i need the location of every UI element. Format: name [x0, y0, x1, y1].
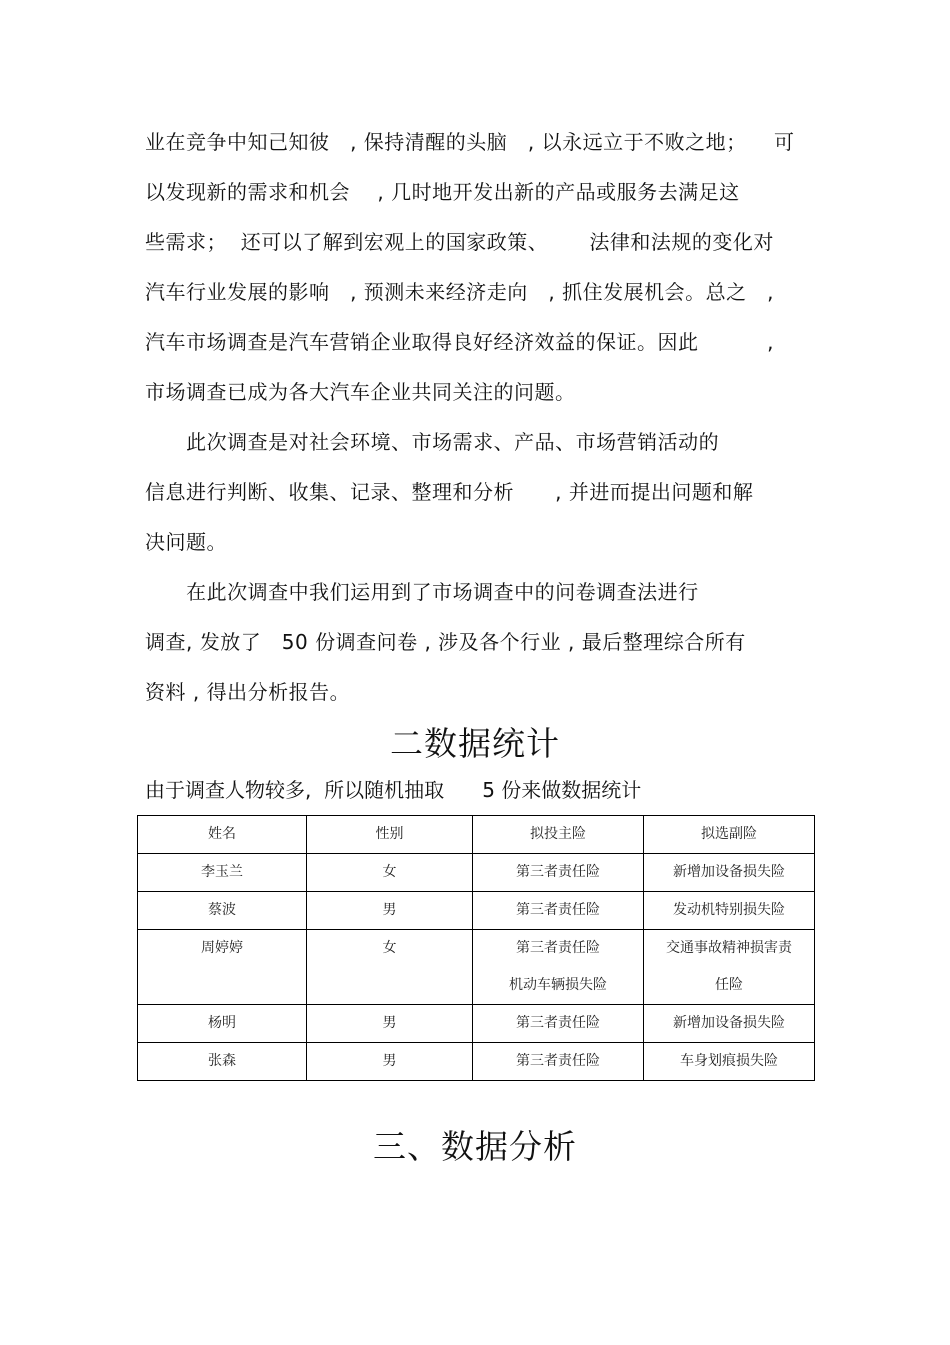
section-heading-statistics: 二数据统计	[390, 724, 560, 763]
table-row	[138, 1005, 815, 1043]
header-gender: 性别	[307, 816, 473, 854]
paragraph-line: 些需求； 还可以了解到宏观上的国家政策、 法律和法规的变化对	[145, 230, 774, 254]
cell-gender: 男	[307, 1005, 473, 1043]
paragraph-line: 此次调查是对社会环境、市场需求、产品、市场营销活动的	[145, 430, 720, 454]
cell-main-insurance: 第三者责任险	[473, 854, 644, 892]
sub-insurance-line: 任险	[715, 977, 743, 993]
sub-insurance-line: 交通事故精神损害责	[666, 940, 792, 956]
cell-sub-insurance: 新增加设备损失险	[644, 854, 815, 892]
header-name: 姓名	[138, 816, 307, 854]
cell-main-insurance: 第三者责任险	[473, 892, 644, 930]
paragraph-line: 在此次调查中我们运用到了市场调查中的问卷调查法进行	[145, 580, 699, 604]
header-main-insurance: 拟投主险	[473, 816, 644, 854]
paragraph-line: 市场调查已成为各大汽车企业共同关注的问题。	[145, 380, 576, 404]
cell-sub-insurance: 车身划痕损失险	[644, 1043, 815, 1081]
cell-gender: 男	[307, 1043, 473, 1081]
cell-sub-insurance	[644, 930, 815, 1005]
cell-name: 蔡波	[138, 892, 307, 930]
main-insurance-line: 机动车辆损失险	[509, 977, 607, 993]
paragraph-line: 决问题。	[145, 530, 227, 554]
cell-name: 李玉兰	[138, 854, 307, 892]
paragraph-line: 调查, 发放了 50 份调查问卷 , 涉及各个行业 , 最后整理综合所有	[145, 630, 746, 654]
table-row	[138, 892, 815, 930]
section-heading-analysis: 三、数据分析	[373, 1127, 577, 1166]
cell-name: 杨明	[138, 1005, 307, 1043]
paragraph-line: 信息进行判断、收集、记录、整理和分析 , 并进而提出问题和解	[145, 480, 754, 504]
paragraph-line: 资料 , 得出分析报告。	[145, 680, 351, 704]
table-row	[138, 1043, 815, 1081]
table-row	[138, 854, 815, 892]
cell-gender: 女	[307, 854, 473, 892]
cell-sub-insurance: 发动机特别损失险	[644, 892, 815, 930]
cell-main-insurance	[473, 930, 644, 1005]
paragraph-line: 业在竞争中知己知彼 , 保持清醒的头脑 , 以永远立于不败之地； 可	[145, 130, 795, 154]
cell-gender: 男	[307, 892, 473, 930]
cell-sub-insurance: 新增加设备损失险	[644, 1005, 815, 1043]
paragraph-line: 以发现新的需求和机会 , 几时地开发出新的产品或服务去满足这	[145, 180, 740, 204]
header-sub-insurance: 拟选副险	[644, 816, 815, 854]
table-row	[138, 930, 815, 1005]
table-caption: 由于调查人物较多, 所以随机抽取 5 份来做数据统计	[145, 778, 642, 802]
cell-name: 周婷婷	[138, 930, 307, 1005]
cell-main-insurance: 第三者责任险	[473, 1043, 644, 1081]
paragraph-line: 汽车市场调查是汽车营销企业取得良好经济效益的保证。因此 ,	[145, 330, 774, 354]
cell-gender: 女	[307, 930, 473, 1005]
table-header-row	[138, 816, 815, 854]
paragraph-line: 汽车行业发展的影响 , 预测未来经济走向 , 抓住发展机会。总之 ,	[145, 280, 775, 304]
cell-name: 张森	[138, 1043, 307, 1081]
insurance-table	[137, 815, 815, 1081]
cell-main-insurance: 第三者责任险	[473, 1005, 644, 1043]
main-insurance-line: 第三者责任险	[516, 940, 600, 956]
